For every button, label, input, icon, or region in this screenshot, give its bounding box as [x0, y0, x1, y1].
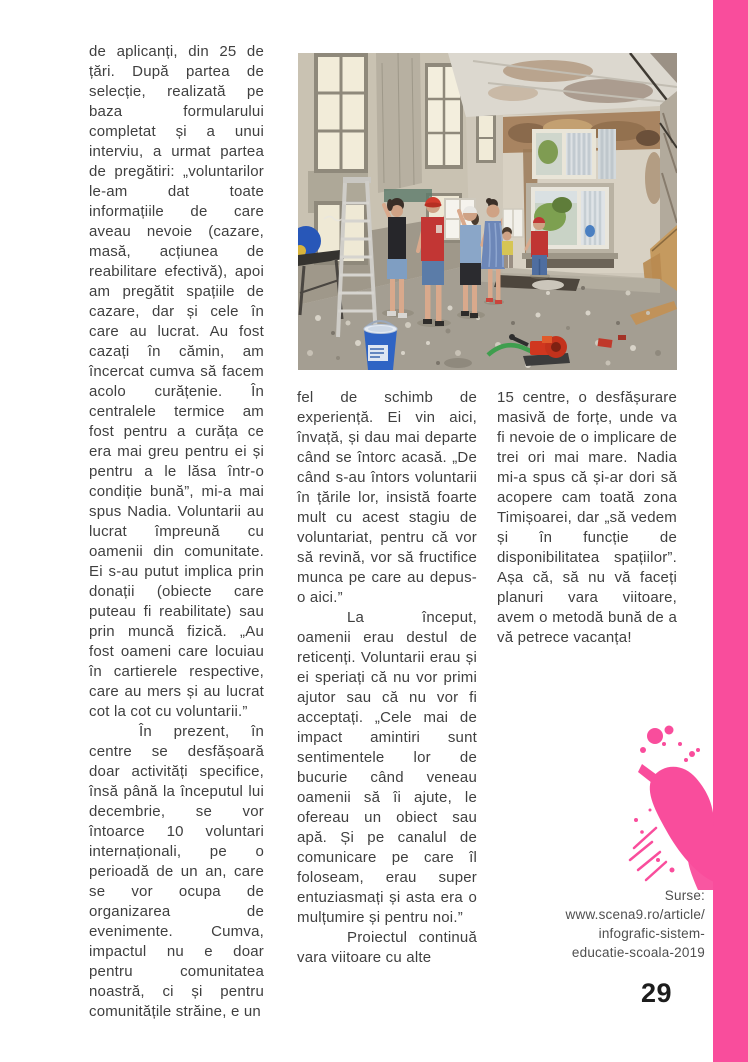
source-line: www.scena9.ro/article/ — [565, 907, 705, 922]
article-column-left — [89, 42, 264, 1022]
volunteers-photo — [298, 53, 677, 370]
photo-ceiling — [448, 53, 677, 117]
article-column-right — [497, 388, 677, 648]
article-column-middle — [297, 388, 477, 968]
paragraph: de aplicanți, din 25 de țări. După partea de selecție, realizată pe baza formularului completat și a unui interviu, a urmat partea de pregătiri: „voluntarilor le-am dat toate informațiile de care aveau nevoie (cazare, masă, acțiunea de reabilitare efectivă), apoi am pregătit spațiile de cazare, dar și cele în care au lucrat. Au fost cazați în cămin, am încercat cumva să facem acolo curățenie. În centralele termice am fost pentru a curăța ce era mai greu pentru ei și pentru a le lăsa într-o condiție bună”, mi-a mai spus Nadia. Voluntarii au lucrat împreună cu oamenii din comunitate. Ei s-au putut implica prin donații (obiecte care puteau fi reabilitate) sau prin muncă fizică. „Au fost oameni care locuiau în cartierele respective, care au mers și au lucrat cot la cot cu voluntarii.” — [89, 43, 264, 720]
paragraph: 15 centre, o desfășurare masivă de forțe, unde va fi nevoie de o implicare de trei ori mai mare. Nadia mi-a spus că și-ar dori să acopere cam toată zona Timișoarei, dar „să vedem și în funcție de disponibilitatea spațiilor”. Așa că, să nu vă faceți planuri vara viitoare, avem o metodă bună de a vă petrece vacanța! — [497, 389, 677, 646]
source-line: educatie-scoala-2019 — [571, 945, 705, 960]
photo-illustration — [298, 53, 677, 370]
source-line: infografic-sistem- — [598, 926, 705, 941]
paragraph: În prezent, în centre se desfășoară doar activități specifice, însă până la începutul lui decembrie, se vor întoarce 10 voluntari internaționali, pe o perioadă de un an, care se vor ocupa de organizarea de evenimente. Cumva, impactul nu e doar pentru comunitatea noastră, ci și pentru comunitățile străine, e un — [89, 723, 264, 1020]
photo-bucket — [364, 321, 397, 370]
paint-splatter-graphic — [628, 700, 714, 890]
page-number: 29 — [640, 978, 672, 1008]
paragraph: fel de schimb de experiență. Ei vin aici, învață, și dau mai departe când se întorc acasă. „De când s-au întors voluntarii în țările lor, insistă foarte mult cu acest stagiu de voluntariat, pentru că vor să revină, vor să fructifice munca pe care au depus-o aici.” — [297, 389, 477, 606]
paragraph: Proiectul continuă vara viitoare cu alte — [297, 929, 477, 966]
accent-bar — [713, 0, 748, 1062]
source-line: Surse: — [664, 888, 705, 903]
paragraph: La început, oamenii erau destul de reticenți. Voluntarii erau și ei speriați că nu vor primi ajutor sau că nu vor fi acceptați. „Cele mai de impact amintiri sunt sentimentele lor de bucurie când veneau oamenii să îi ajute, le ofereau un obiect sau apă. Și pe canalul de comunicare pe care îl foloseam, erau super entuziasmați și asta era o mulțumire și pentru noi.” — [297, 609, 477, 926]
source-credit — [505, 886, 705, 962]
